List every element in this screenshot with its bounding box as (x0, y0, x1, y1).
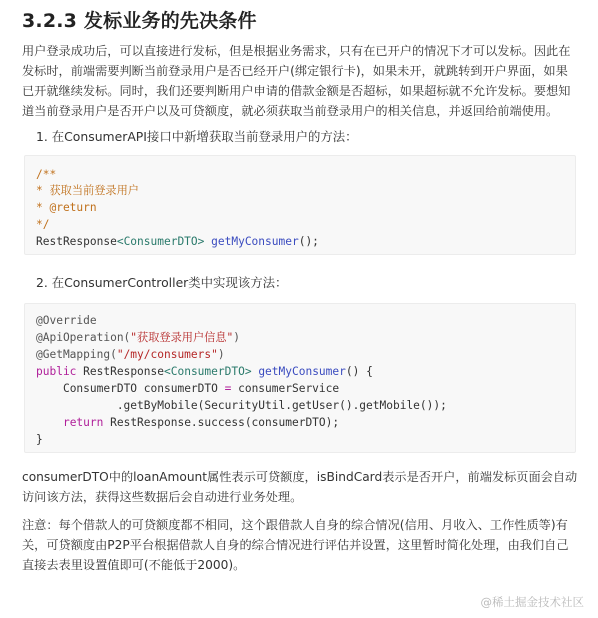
code-comment-line: * 获取当前登录用户 (36, 184, 139, 197)
explanation-paragraph (22, 467, 578, 507)
code-operator: = (224, 382, 232, 395)
intro-line: 道当前登录用户是否开户以及可贷额度，就必须获取当前登录用户的相关信息，并返回给前端使用。 (22, 104, 559, 118)
section-heading: 3.2.3 发标业务的先决条件 (22, 10, 257, 32)
code-keyword: public (36, 365, 77, 378)
code-block-controller (24, 303, 576, 453)
code-string: "/my/consumers" (116, 348, 218, 361)
intro-line: 已开就继续发标。同时，我们还要判断用户申请的借款金额是否超标，如果超标就不允许发标。要想知 (22, 84, 571, 98)
intro-line: 用户登录成功后，可以直接进行发标，但是根据业务需求，只有在已开户的情况下才可以发标。因此在 (22, 44, 571, 58)
explanation-line: 访问该方法，获得这些数据后会自动进行业务处理。 (22, 490, 303, 504)
code-string: "获取登录用户信息" (130, 331, 234, 344)
note-line: 注意：每个借款人的可贷额度都不相同，这个跟借款人自身的综合情况(信用、月收入、工作性质等)有 (22, 518, 568, 532)
code-generic: <ConsumerDTO> (116, 235, 205, 248)
code-body-line: .getByMobile(SecurityUtil.getUser().getMobile()); (36, 399, 447, 412)
code-generic: <ConsumerDTO> (164, 365, 252, 378)
code-method-name: getMyConsumer (258, 365, 346, 378)
code-method-signature: public RestResponse<ConsumerDTO> getMyConsumer() { (36, 365, 373, 378)
code-comment-line: /** (36, 168, 57, 181)
watermark: @稀土掘金技术社区 (480, 595, 584, 609)
code-annotation-line: @ApiOperation("获取登录用户信息") (36, 331, 241, 344)
code-body-line: ConsumerDTO consumerDTO = consumerService (62, 382, 340, 395)
code-method-declaration (36, 233, 319, 250)
code-annotation-line: @Override (36, 314, 97, 327)
note-line: 直接去表里设置值即可(不能低于2000)。 (22, 558, 246, 572)
note-line: 关，可贷额度由P2P平台根据借款人自身的综合情况进行评估并设置，这里暂时简化处理，由我们自己 (22, 538, 569, 552)
step-1-text: 1. 在ConsumerAPI接口中新增获取当前登录用户的方法： (36, 129, 358, 144)
code-comment-line: * @return (36, 201, 97, 214)
code-comment-line: */ (36, 218, 50, 231)
intro-paragraph (22, 41, 578, 121)
code-type: RestResponse (36, 235, 117, 248)
code-return-line: return RestResponse.success(consumerDTO); (62, 416, 340, 429)
code-annotation-line: @GetMapping("/my/consumers") (36, 348, 225, 361)
explanation-line: consumerDTO中的loanAmount属性表示可贷额度，isBindCard表示是否开户，前端发标页面会自动 (22, 470, 578, 484)
code-tail: (); (298, 235, 319, 248)
intro-line: 发标时，前端需要判断当前登录用户是否已经开户(绑定银行卡)，如果未开，就跳转到开户界面，如果 (22, 64, 568, 78)
code-closing-brace: } (36, 433, 43, 446)
note-paragraph (22, 515, 578, 575)
code-keyword: return (62, 416, 104, 429)
step-2-text: 2. 在ConsumerController类中实现该方法： (36, 275, 288, 290)
code-method-name: getMyConsumer (211, 235, 299, 248)
code-block-interface (24, 155, 576, 255)
